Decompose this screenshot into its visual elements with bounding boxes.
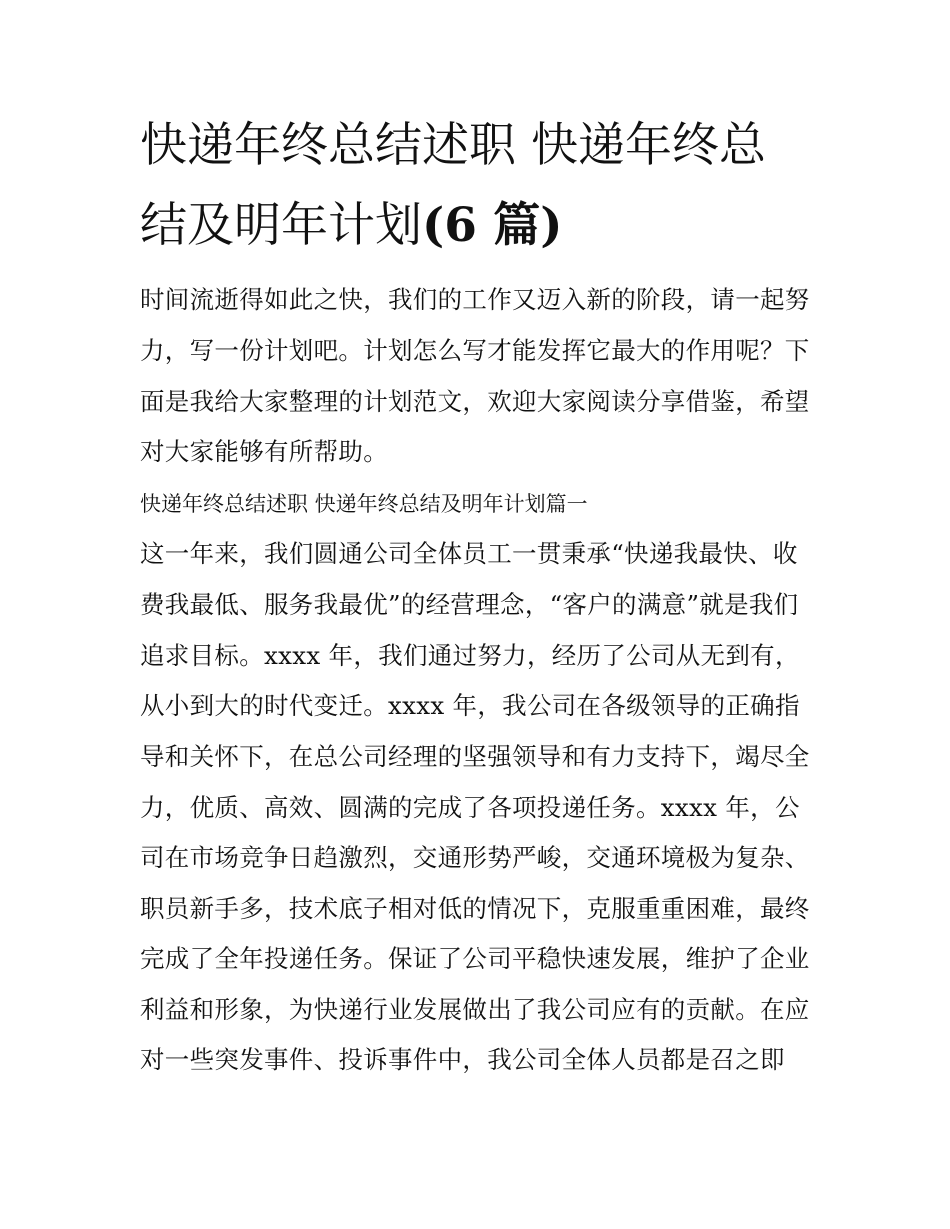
- body-line-4: 从小到大的时代变迁。xxxx 年，我公司在各级领导的正确指: [140, 691, 800, 720]
- intro-line-3: 面是我给大家整理的计划范文，欢迎大家阅读分享借鉴，希望: [140, 387, 810, 416]
- intro-line-2: 力，写一份计划吧。计划怎么写才能发挥它最大的作用呢？下: [140, 336, 810, 365]
- body-line-11: 对一些突发事件、投诉事件中，我公司全体人员都是召之即: [140, 1045, 785, 1074]
- body-line-6: 力，优质、高效、圆满的完成了各项投递任务。xxxx 年，公: [140, 793, 800, 822]
- body-line-3: 追求目标。xxxx 年，我们通过努力，经历了公司从无到有，: [140, 641, 800, 670]
- title-text-1: 快递年终总结述职 快递年终总: [140, 118, 766, 173]
- body-line-2: 费我最低、服务我最优”的经营理念，“客户的满意”就是我们: [140, 590, 799, 619]
- intro-line-1: 时间流逝得如此之快，我们的工作又迈入新的阶段，请一起努: [140, 285, 810, 314]
- body-line-9: 完成了全年投递任务。保证了公司平稳快速发展，维护了企业: [140, 944, 810, 973]
- section-heading: 快递年终总结述职 快递年终总结及明年计划篇一: [140, 492, 588, 516]
- body-line-5: 导和关怀下，在总公司经理的坚强领导和有力支持下，竭尽全: [140, 742, 810, 771]
- body-line-7: 司在市场竞争日趋激烈，交通形势严峻，交通环境极为复杂、: [140, 843, 810, 872]
- intro-line-4: 对大家能够有所帮助。: [140, 437, 388, 466]
- title-text-3: (6 篇): [422, 198, 563, 253]
- title-line-2: [140, 198, 840, 254]
- title-line-1: [140, 118, 840, 174]
- body-line-10: 利益和形象，为快递行业发展做出了我公司应有的贡献。在应: [140, 995, 810, 1024]
- body-line-1: 这一年来，我们圆通公司全体员工一贯秉承“快递我最快、收: [140, 539, 798, 568]
- title-text-2: 结及明年计划: [140, 198, 422, 253]
- body-line-8: 职员新手多，技术底子相对低的情况下，克服重重困难，最终: [140, 894, 810, 923]
